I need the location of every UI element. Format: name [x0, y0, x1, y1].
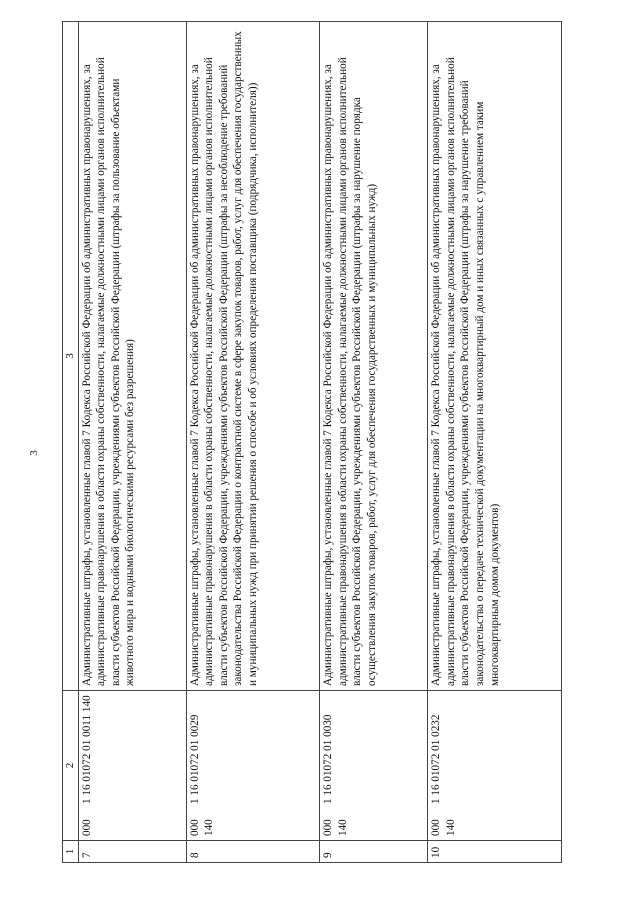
page-number: 3	[28, 450, 40, 456]
table-row	[78, 22, 186, 863]
description-cell: Административные штрафы, установленные главой 7 Кодекса Российской Федерации об административных правонарушениях, за административные правонарушения в области охраны собственности, налагаемые должностными лицами органов исполнительной власти субъектов Российской Федерации, учреждениями субъектов Российской Федерации (штрафы за нарушение требований законодательства о передаче технической документации на многоквартирный дом и иных связанных с управлением таким многоквартирным домом документов)	[428, 22, 562, 691]
admin-code: 000	[188, 819, 201, 836]
row-number: 8	[186, 841, 320, 863]
table-row	[320, 22, 428, 863]
description-cell: Административные штрафы, установленные главой 7 Кодекса Российской Федерации об административных правонарушениях, за административные правонарушения в области охраны собственности, налагаемые должностными лицами органов исполнительной власти субъектов Российской Федерации, учреждениями субъектов Российской Федерации (штрафы за пользование объектами животного мира и водными биологическими ресурсами без разрешения)	[78, 22, 186, 691]
rotated-table-container	[62, 21, 562, 863]
budget-classification-code: 1 16 01072 01 0232 140	[430, 714, 457, 836]
row-number: 9	[320, 841, 428, 863]
code-cell	[186, 691, 320, 841]
table-row	[186, 22, 320, 863]
description-cell: Административные штрафы, установленные главой 7 Кодекса Российской Федерации об административных правонарушениях, за административные правонарушения в области охраны собственности, налагаемые должностными лицами органов исполнительной власти субъектов Российской Федерации, учреждениями субъектов Российской Федерации (штрафы за нарушение порядка осуществления закупок товаров, работ, услуг для обеспечения государственных и муниципальных нужд)	[320, 22, 428, 691]
admin-code: 000	[322, 819, 335, 836]
table-row	[428, 22, 562, 863]
code-cell	[320, 691, 428, 841]
header-cell-3: 3	[63, 22, 79, 691]
header-cell-1: 1	[63, 841, 79, 863]
row-number: 10	[428, 841, 562, 863]
budget-classification-code: 1 16 01072 01 0029 140	[188, 714, 216, 836]
description-cell: Административные штрафы, установленные главой 7 Кодекса Российской Федерации об административных правонарушениях, за административные правонарушения в области охраны собственности, налагаемые должностными лицами органов исполнительной власти субъектов Российской Федерации, учреждениями субъектов Российской Федерации (штрафы за несоблюдение требований законодательства Российской Федерации о контрактной системе в сфере закупок товаров, работ, услуг для обеспечения государственных и муниципальных нужд при принятии решения о способе и об условиях определения поставщика (подрядчика, исполнителя))	[186, 22, 320, 691]
admin-code: 000	[430, 819, 443, 836]
budget-classification-code: 1 16 01072 01 0030 140	[322, 714, 349, 836]
revenue-codes-table	[62, 21, 562, 863]
admin-code: 000	[80, 819, 93, 836]
code-cell	[428, 691, 562, 841]
row-number: 7	[78, 841, 186, 863]
header-row	[63, 22, 79, 863]
budget-classification-code: 1 16 01072 01 0011 140	[80, 695, 93, 804]
code-cell	[78, 691, 186, 841]
header-cell-2: 2	[63, 691, 79, 841]
